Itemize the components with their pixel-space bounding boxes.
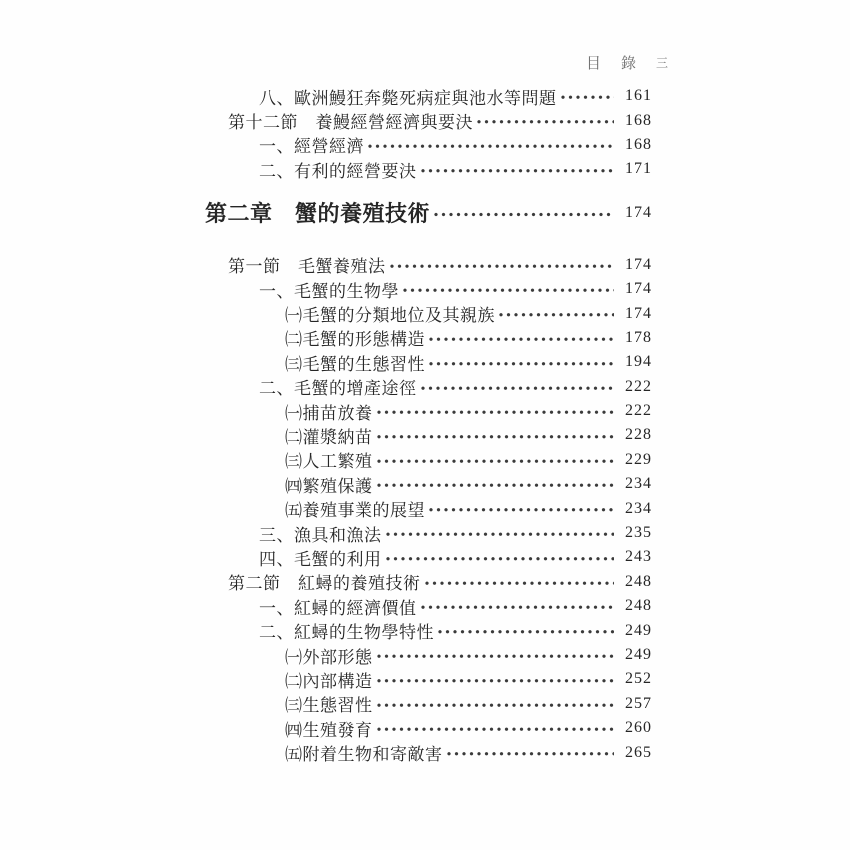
toc-entry [205, 198, 652, 228]
toc-entry [259, 594, 652, 618]
toc-entry [285, 667, 652, 691]
toc-dot-leader [420, 157, 615, 181]
toc-entry [285, 740, 652, 764]
toc-entry-page: 174 [625, 280, 652, 298]
toc-entry [228, 253, 652, 277]
toc-entry-label: ㈠捕苗放養 [285, 403, 373, 423]
toc-entry-page: 174 [625, 255, 652, 273]
toc-dot-leader [560, 84, 615, 108]
toc-entry [259, 375, 652, 399]
toc-entry [285, 692, 652, 716]
toc-entry-label: ㈢人工繁殖 [285, 452, 373, 472]
toc-entry-page: 249 [625, 646, 652, 663]
toc-entry-label: ㈣生殖發育 [285, 720, 373, 740]
toc-entry-label: 三、漁具和漁法 [259, 525, 382, 545]
toc-entry-label: 二、有利的經營要決 [259, 161, 417, 181]
toc-entry-label: ㈠毛蟹的分類地位及其親族 [285, 306, 495, 326]
toc-entry [259, 133, 652, 157]
toc-dot-leader [389, 253, 615, 277]
toc-dot-leader [428, 496, 614, 520]
toc-entry-label: 二、毛蟹的增產途徑 [259, 379, 417, 399]
toc-dot-leader [376, 472, 615, 496]
toc-entry-page: 248 [625, 597, 652, 615]
toc-dot-leader [376, 643, 615, 667]
toc-entry-page: 249 [625, 621, 652, 639]
toc-entry-label: 四、毛蟹的利用 [259, 549, 382, 569]
toc-entry-label: ㈡內部構造 [285, 671, 373, 691]
toc-entry [259, 277, 652, 301]
toc-entry [285, 448, 652, 472]
toc-entry-label: 八、歐洲鰻狂奔斃死病症與池水等問題 [259, 88, 557, 108]
toc-dot-leader [476, 108, 614, 132]
toc-dot-leader [376, 448, 615, 472]
toc-entry-label: ㈡灌漿納苗 [285, 428, 373, 447]
toc-dot-leader [376, 716, 615, 740]
toc-entry [285, 643, 652, 667]
toc-entry-label: 一、毛蟹的生物學 [259, 281, 399, 301]
toc-entry [285, 326, 652, 350]
toc-entry-label: ㈢生態習性 [285, 696, 373, 716]
toc-entry [285, 496, 652, 520]
toc-entry-label: ㈡毛蟹的形態構造 [285, 330, 425, 350]
toc-entry [259, 157, 652, 181]
toc-entry-label: 第二節 紅蟳的養殖技術 [228, 574, 421, 594]
toc-entry-label: ㈢毛蟹的生態習性 [285, 354, 425, 374]
toc-entry-label: 第一節 毛蟹養殖法 [228, 257, 386, 277]
toc-entry-page: 174 [625, 304, 652, 322]
toc-entry-page: 257 [625, 694, 652, 712]
toc-dot-leader [428, 326, 614, 350]
toc-dot-leader [446, 740, 615, 764]
toc-entry-page: 235 [625, 524, 652, 542]
toc-entry [285, 472, 652, 496]
page-header [586, 52, 668, 73]
toc-entry-label: 第十二節 養鰻經營經濟與要決 [228, 113, 473, 133]
toc-entry [259, 521, 652, 545]
toc-entry [285, 399, 652, 423]
toc-dot-leader [376, 399, 615, 423]
toc-dot-leader [385, 545, 615, 569]
toc-dot-leader [498, 301, 614, 325]
toc-dot-leader [376, 692, 615, 716]
toc-dot-leader [385, 521, 615, 545]
toc-dot-leader [433, 198, 614, 228]
toc-entry-page: 260 [625, 719, 652, 737]
toc-entry [259, 545, 652, 569]
toc-entry-page: 222 [625, 402, 652, 420]
toc-list [0, 84, 652, 765]
toc-entry [259, 618, 652, 642]
toc-entry-page: 174 [625, 203, 652, 221]
toc-entry [285, 301, 652, 325]
toc-entry-label: ㈤附着生物和寄敵害 [285, 745, 443, 765]
toc-dot-leader [424, 570, 615, 594]
toc-entry-label: ㈤養殖事業的展望 [285, 501, 425, 521]
toc-entry-page: 243 [625, 548, 652, 566]
toc-entry [285, 350, 652, 374]
toc-entry-label: 二、紅蟳的生物學特性 [259, 623, 434, 643]
toc-entry-page: 229 [625, 450, 652, 468]
toc-entry [285, 716, 652, 740]
toc-dot-leader [402, 277, 614, 301]
toc-entry [285, 423, 652, 447]
toc-entry-page: 168 [625, 135, 652, 153]
toc-entry-page: 168 [625, 111, 652, 129]
toc-entry-page: 194 [625, 353, 652, 371]
toc-entry-label: ㈣繁殖保護 [285, 476, 373, 496]
toc-dot-leader [437, 618, 614, 642]
toc-entry-page: 178 [625, 328, 652, 346]
toc-dot-leader [428, 350, 614, 374]
header-title: 目錄 [586, 56, 657, 72]
toc-entry-label: ㈠外部形態 [285, 647, 373, 667]
toc-entry [228, 108, 652, 132]
toc-dot-leader [420, 375, 615, 399]
toc-dot-leader [420, 594, 615, 618]
toc-dot-leader [376, 667, 615, 691]
toc-entry-page: 265 [625, 743, 652, 761]
toc-entry-page: 161 [625, 87, 652, 105]
toc-dot-leader [367, 133, 614, 157]
toc-entry-page: 248 [625, 572, 652, 590]
toc-dot-leader [376, 423, 615, 447]
toc-entry-page: 171 [625, 160, 652, 178]
toc-entry-page: 228 [625, 426, 652, 444]
toc-entry [228, 570, 652, 594]
header-page-number: 三 [656, 56, 669, 70]
toc-entry [259, 84, 652, 108]
toc-entry-label: 一、紅蟳的經濟價值 [259, 598, 417, 618]
toc-entry-label: 一、經營經濟 [259, 137, 364, 157]
toc-entry-label: 第二章 蟹的養殖技術 [205, 201, 431, 227]
toc-entry-page: 252 [625, 670, 652, 688]
toc-entry-page: 234 [625, 475, 652, 493]
toc-entry-page: 234 [625, 499, 652, 517]
toc-entry-page: 222 [625, 377, 652, 395]
